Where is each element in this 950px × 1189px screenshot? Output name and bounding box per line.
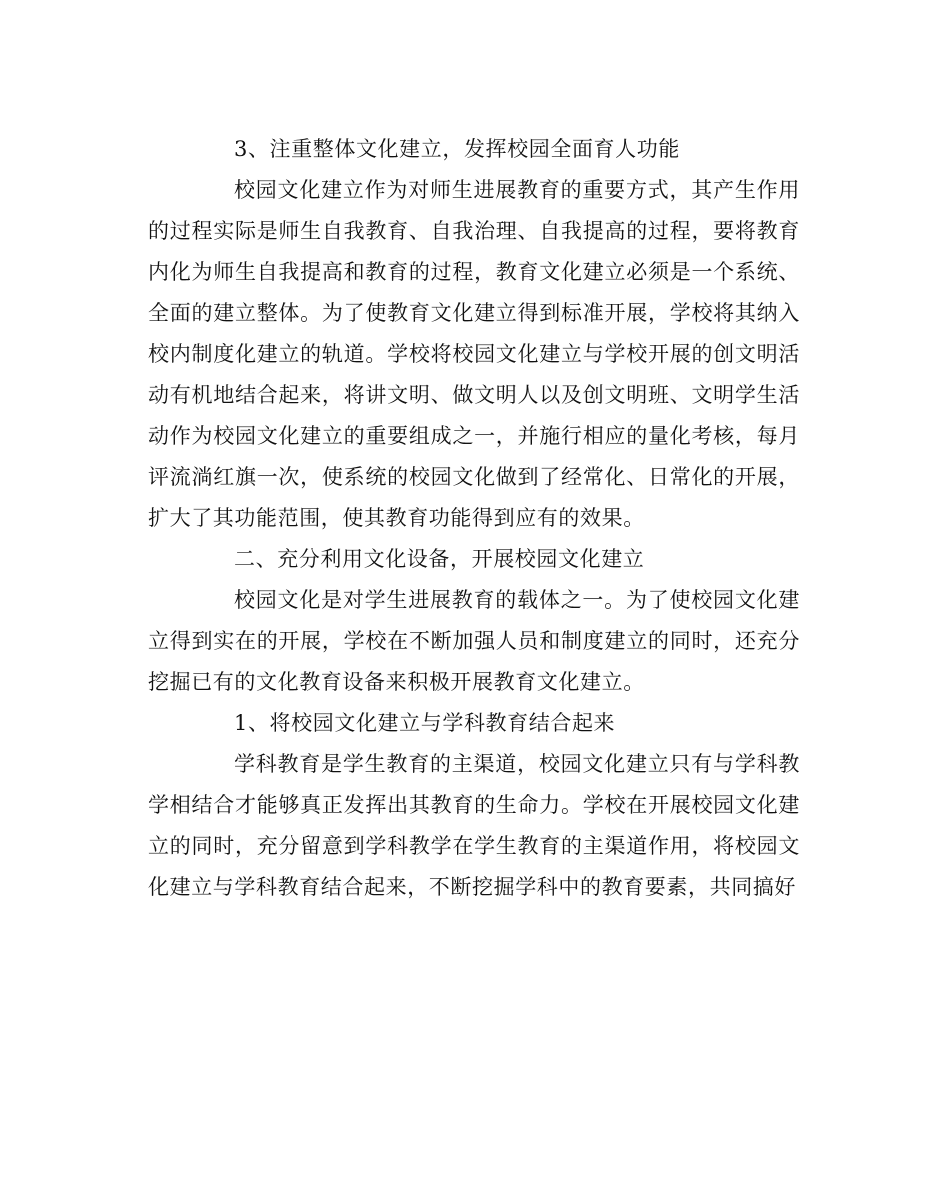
body-paragraph: 校园文化建立作为对师生进展教育的重要方式，其产生作用的过程实际是师生自我教育、自我治理、自我提高的过程，要将教育内化为师生自我提高和教育的过程，教育文化建立必须是一个系统、全面的建立整体。为了使教育文化建立得到标准开展，学校将其纳入校内制度化建立的轨道。学校将校园文化建立与学校开展的创文明活动有机地结合起来，将讲文明、做文明人以及创文明班、文明学生活动作为校园文化建立的重要组成之一，并施行相应的量化考核，每月评流淌红旗一次，使系统的校园文化做到了经常化、日常化的开展，扩大了其功能范围，使其教育功能得到应有的效果。	[148, 178, 800, 530]
section-heading-1: 1、将校园文化建立与学科教育结合起来	[234, 711, 616, 735]
section-heading-2: 二、充分利用文化设备，开展校园文化建立	[234, 547, 645, 571]
body-paragraph: 学科教育是学生教育的主渠道，校园文化建立只有与学科教学相结合才能够真正发挥出其教育的生命力。学校在开展校园文化建立的同时，充分留意到学科教学在学生教育的主渠道作用，将校园文化建立与学科教育结合起来，不断挖掘学科中的教育要素，共同搞好	[148, 752, 800, 899]
document-body	[148, 129, 800, 908]
section-heading-3: 3、注重整体文化建立，发挥校园全面育人功能	[234, 137, 680, 161]
body-paragraph: 校园文化是对学生进展教育的载体之一。为了使校园文化建立得到实在的开展，学校在不断加强人员和制度建立的同时，还充分挖掘已有的文化教育设备来积极开展教育文化建立。	[148, 588, 800, 694]
